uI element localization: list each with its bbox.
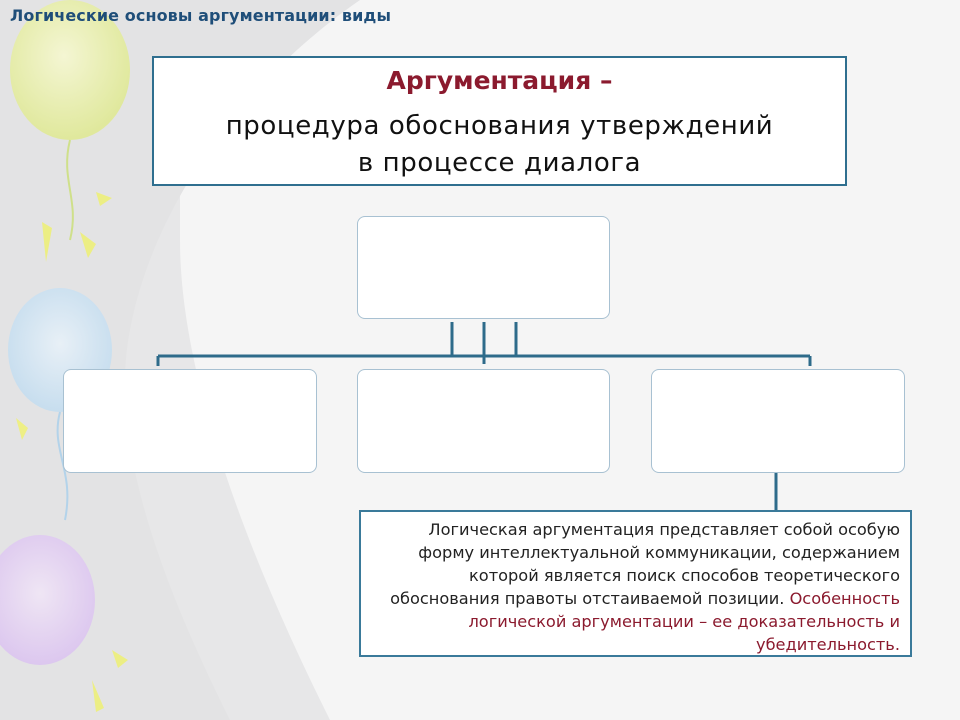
diagram-node-child-1 [63, 369, 317, 473]
definition-term: Аргументация – [386, 66, 613, 95]
diagram-node-root [357, 216, 610, 319]
slide-title: Логические основы аргументации: виды [10, 6, 392, 25]
diagram-node-child-3 [651, 369, 905, 473]
description-highlight-text: Особенность логической аргументации – ее доказательность и убедительность. [468, 589, 900, 654]
definition-text-line-1: процедура обоснования утверждений [225, 111, 774, 141]
diagram-node-child-2 [357, 369, 610, 473]
definition-text-line-2: в процессе диалога [357, 148, 642, 178]
description-box [359, 510, 912, 657]
description-main-text: Логическая аргументация представляет собой особую форму интеллектуальной коммуникации, содержанием которой является поиск способов теоретического обоснования правоты отстаиваемой позиции. [390, 520, 900, 608]
